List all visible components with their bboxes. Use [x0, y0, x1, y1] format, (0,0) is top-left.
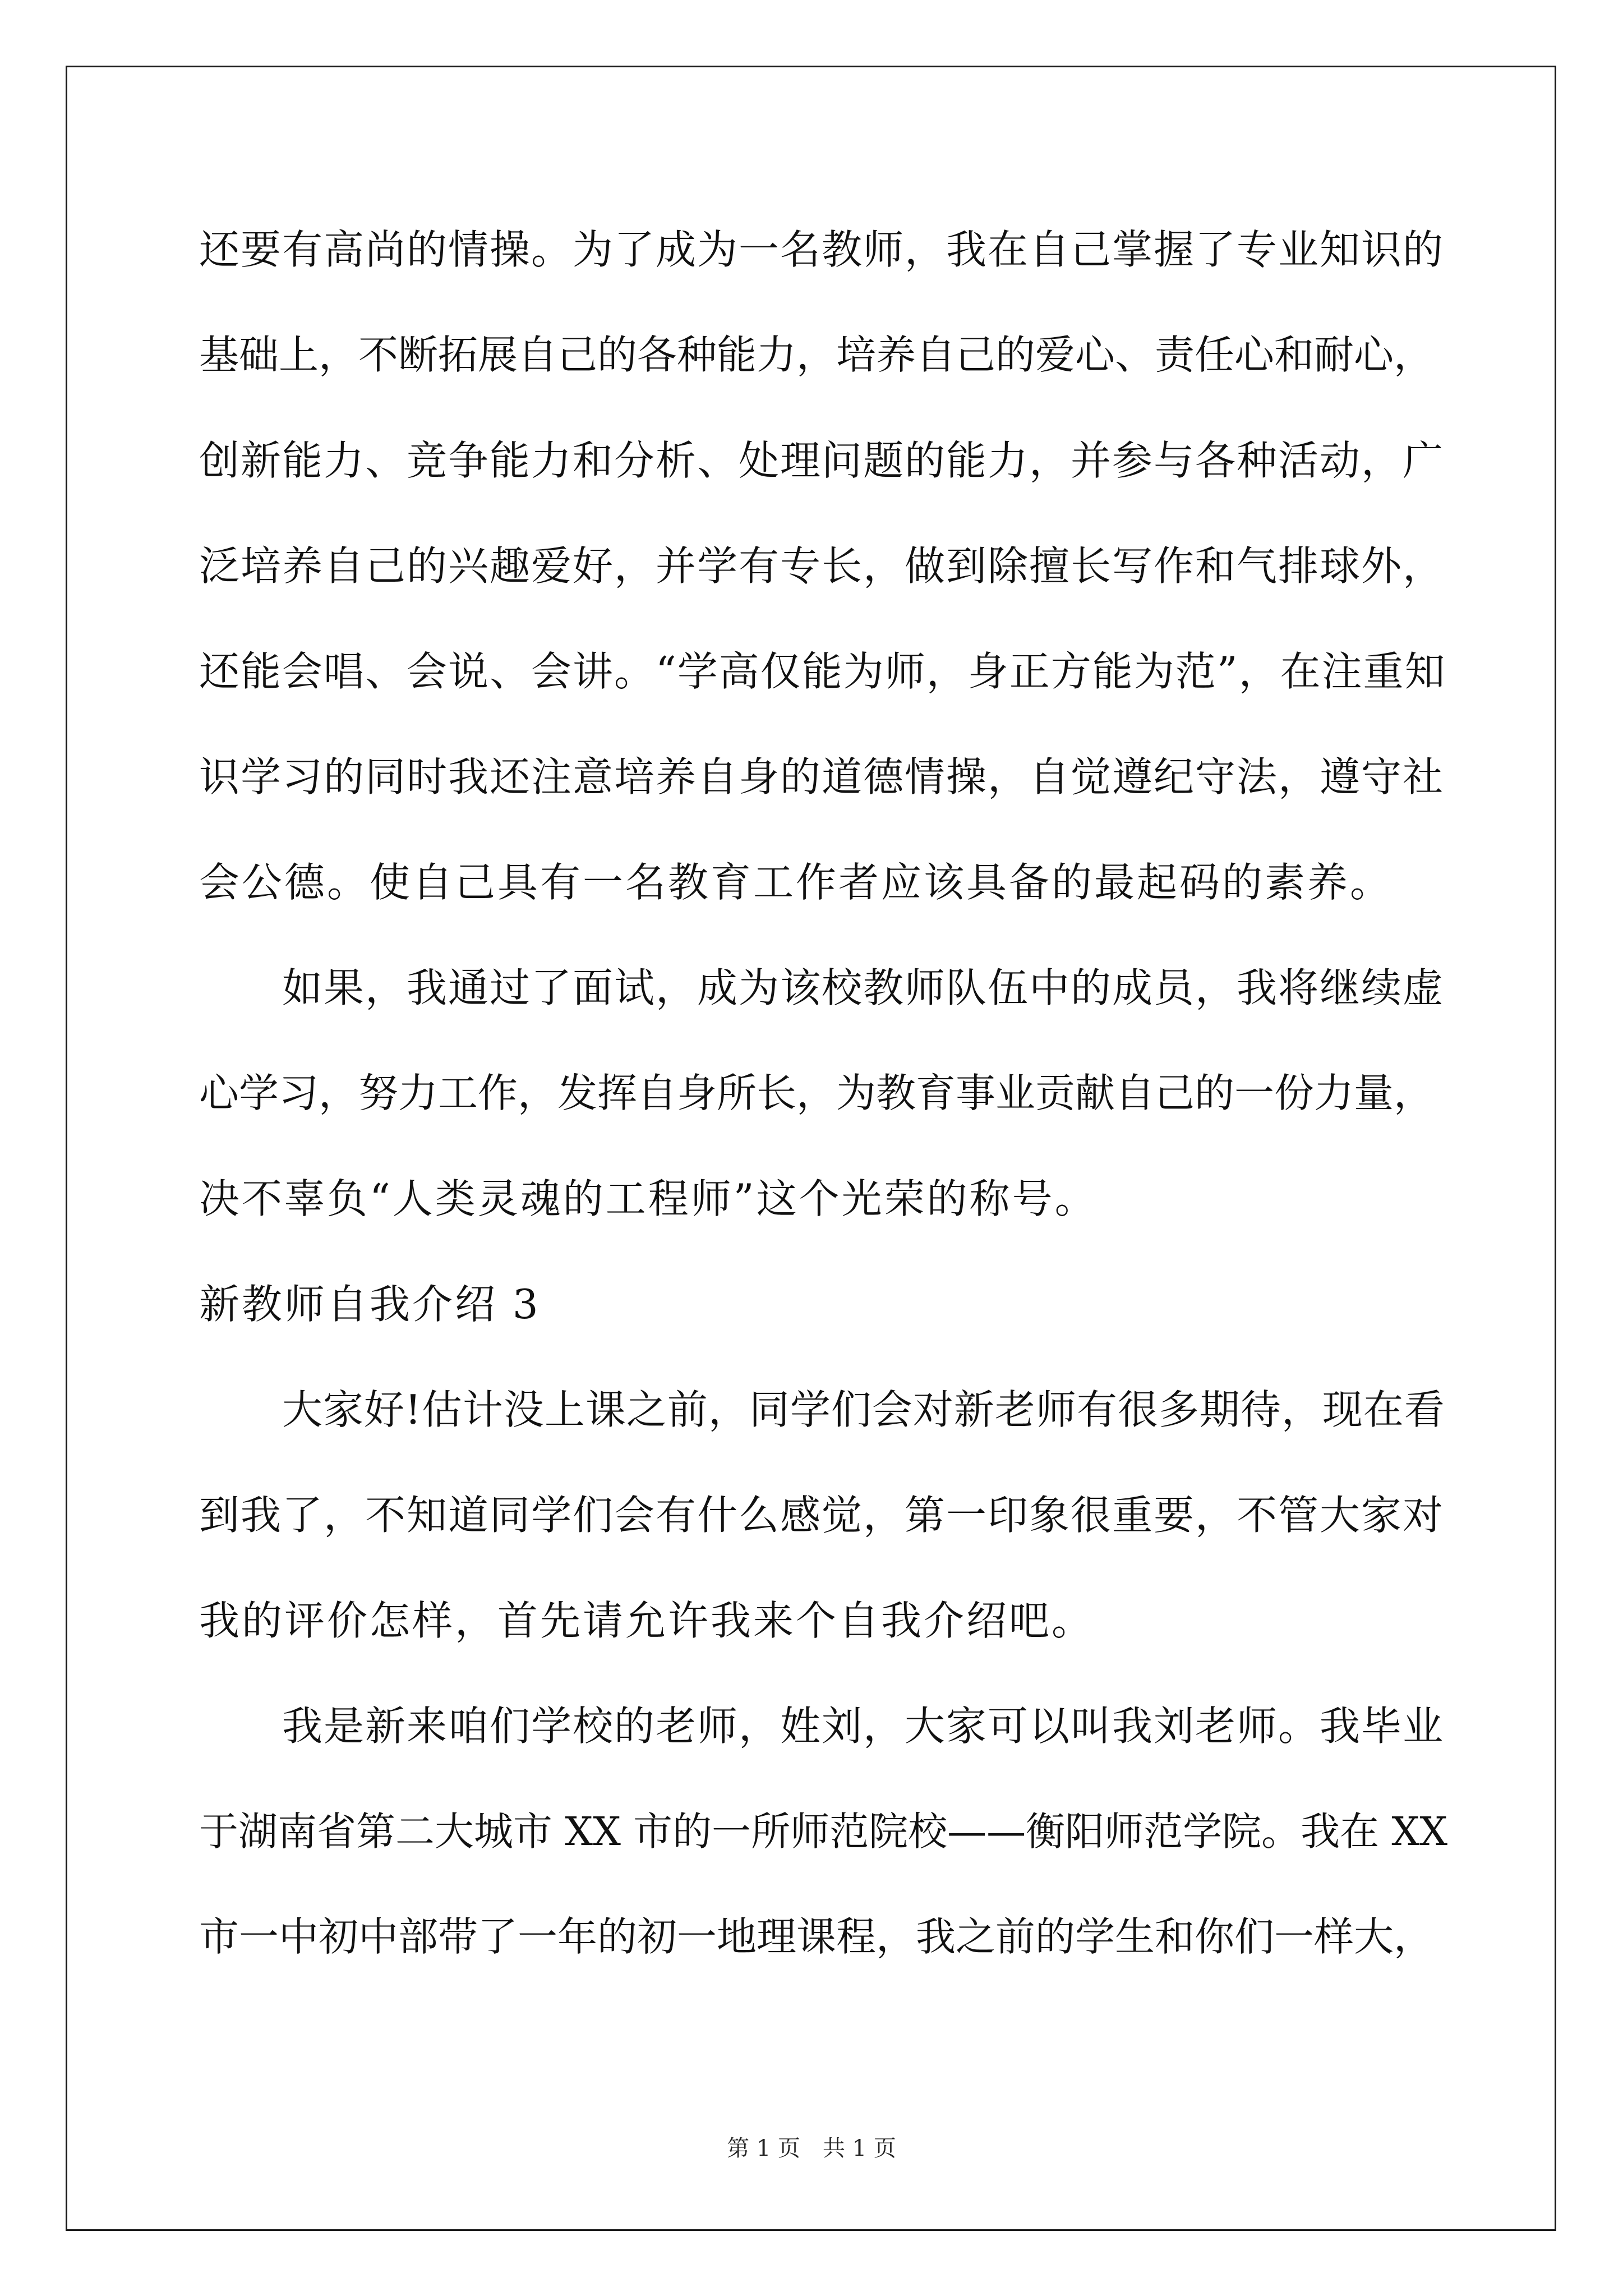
- text-line: 于湖南省第二大城市 XX 市的一所师范院校——衡阳师范学院。我在 XX: [199, 1809, 1448, 1855]
- text-line: 到我了，不知道同学们会有什么感觉，第一印象很重要，不管大家对: [199, 1492, 1445, 1539]
- text-line: 创新能力、竞争能力和分析、处理问题的能力，并参与各种活动，广: [199, 437, 1445, 484]
- text-line: 识学习的同时我还注意培养自身的道德情操，自觉遵纪守法，遵守社: [199, 753, 1445, 800]
- text-line: 我的评价怎样，首先请允许我来个自我介绍吧。: [199, 1597, 1095, 1644]
- text-line: 如果，我通过了面试，成为该校教师队伍中的成员，我将继续虚: [282, 964, 1445, 1011]
- text-line: 心学习，努力工作，发挥自身所长，为教育事业贡献自己的一份力量，: [199, 1070, 1434, 1116]
- text-line: 还要有高尚的情操。为了成为一名教师，我在自己掌握了专业知识的: [199, 226, 1445, 273]
- section-heading: 新教师自我介绍 3: [199, 1281, 541, 1328]
- text-line: 决不辜负“人类灵魂的工程师”这个光荣的称号。: [199, 1175, 1098, 1222]
- text-line: 大家好!估计没上课之前，同学们会对新老师有很多期待，现在看: [282, 1386, 1445, 1433]
- text-line: 会公德。使自己具有一名教育工作者应该具备的最起码的素养。: [199, 859, 1393, 906]
- text-line: 泛培养自己的兴趣爱好，并学有专长，做到除擅长写作和气排球外，: [199, 542, 1445, 590]
- text-line: 市一中初中部带了一年的初一地理课程，我之前的学生和你们一样大，: [199, 1913, 1434, 1960]
- text-line: 基础上，不断拓展自己的各种能力，培养自己的爱心、责任心和耐心，: [199, 332, 1434, 378]
- page-footer: [0, 2131, 1623, 2162]
- text-line: 我是新来咱们学校的老师，姓刘，大家可以叫我刘老师。我毕业: [282, 1703, 1445, 1750]
- text-line: 还能会唱、会说、会讲。“学高仅能为师，身正方能为范”，在注重知: [199, 648, 1446, 695]
- document-body: [199, 222, 1450, 2014]
- page-number-label: 第 1 页 共 1 页: [727, 2136, 896, 2161]
